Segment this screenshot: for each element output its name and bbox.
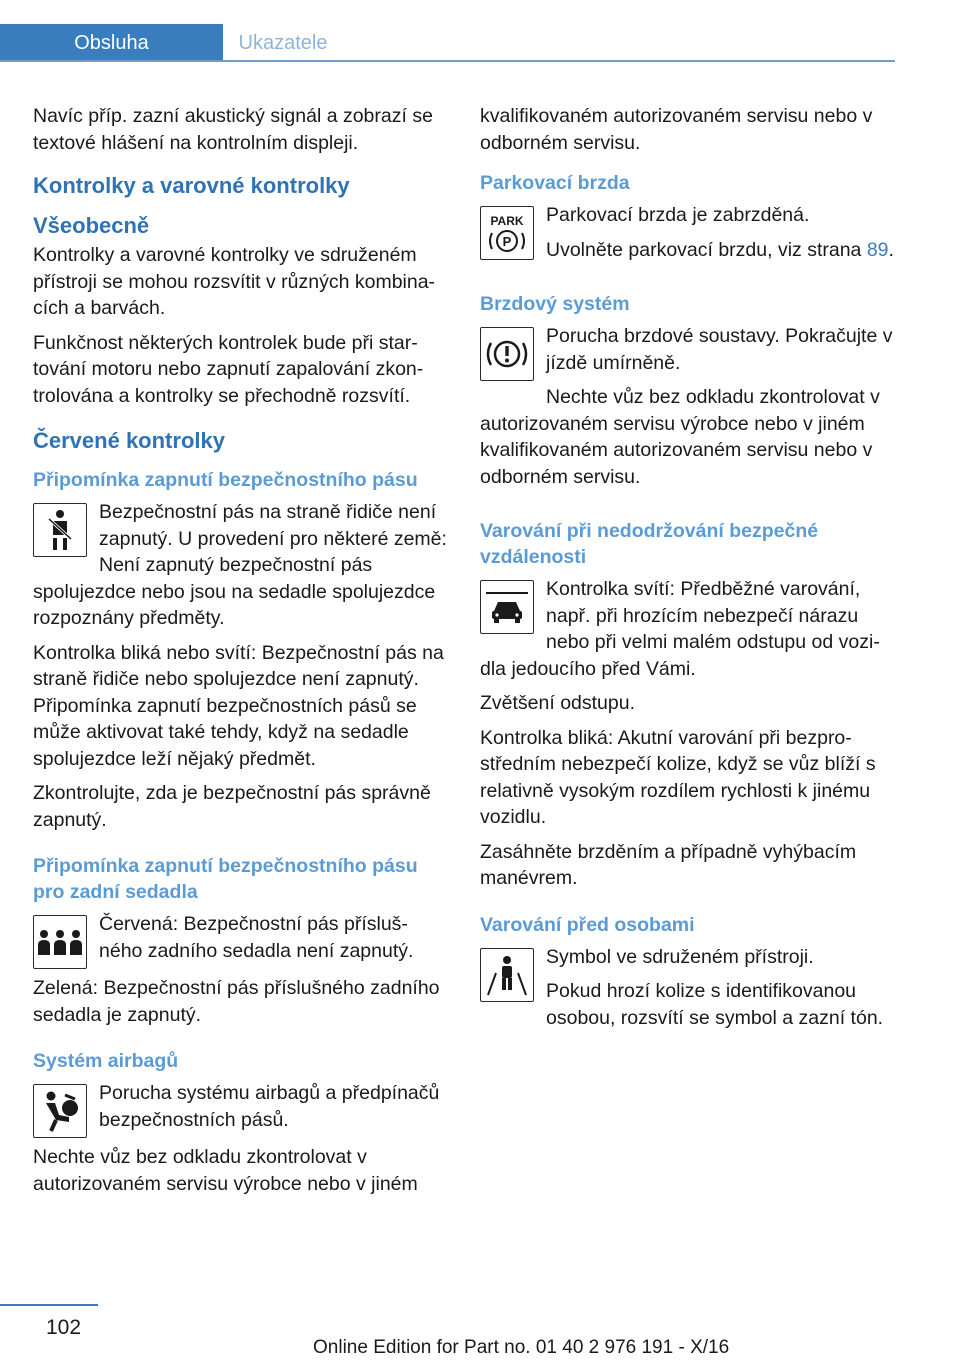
parking-brake-icon bbox=[480, 206, 534, 260]
park-ref-period: . bbox=[888, 238, 894, 261]
chapter-tabs bbox=[0, 24, 895, 62]
tab-ukazatele[interactable]: Ukazatele bbox=[238, 32, 328, 54]
var-para-2: Zvětšení odstupu. bbox=[480, 692, 636, 714]
brzd-para-1: Porucha brzdové soustavy. Pokračujte v jízdě umírněně. bbox=[546, 325, 893, 374]
heading-vseobecne: Všeobecně bbox=[33, 213, 150, 238]
pas-para-3: Zkontrolujte, zda je bezpečnostní pás správně zapnutý. bbox=[33, 782, 431, 831]
heading-zadni: Připomínka zapnutí bezpečnostního pásu pro zadní sedadla bbox=[33, 855, 418, 903]
rear-seatbelt-icon bbox=[33, 915, 87, 969]
os-para-1: Symbol ve sdruženém přístroji. bbox=[546, 945, 814, 968]
page-link-89[interactable]: 89 bbox=[866, 238, 889, 261]
tab-underline bbox=[0, 60, 895, 62]
continued-text: kvalifikovaném autorizovaném servisu nebo v odborném servisu. bbox=[480, 105, 873, 154]
zadni-para-2: Zelená: Bezpečnostní pás příslušného zadního sedadla je zapnutý. bbox=[33, 977, 440, 1026]
intro-text: Navíc příp. zazní akustický signál a zobrazí se textové hlášení na kontrolním displeji. bbox=[33, 105, 433, 154]
airbag-para-2: Nechte vůz bez odkladu zkontrolovat v autorizovaném servisu výrobce nebo v jiném bbox=[33, 1146, 418, 1195]
tab-obsluha[interactable]: Obsluha bbox=[0, 24, 223, 60]
svg-text:P: P bbox=[502, 234, 512, 249]
right-column bbox=[480, 103, 895, 1039]
heading-cervene: Červené kontrolky bbox=[33, 428, 225, 453]
brzd-para-2: Nechte vůz bez odkladu zkontrolovat v autorizovaném servisu výrobce nebo v jiném kvalifikovaném autorizovaném servisu nebo v odborném servisu. bbox=[480, 386, 880, 488]
os-para-2: Pokud hrozí kolize s identifikovanou osobou, rozsvítí se symbol a zazní tón. bbox=[546, 980, 884, 1029]
pas-para-2: Kontrolka bliká nebo svítí: Bezpečnostní pás na straně řidiče nebo spolujezdce není zapnutý. Připomínka zapnutí bezpečnostních pásů se může aktivovat také tehdy, když na sedadle spolujezdce leží nějaký předmět. bbox=[33, 641, 444, 770]
footer-line bbox=[0, 1304, 98, 1306]
heading-parkovaci: Parkovací brzda bbox=[480, 172, 630, 194]
park-label: PARK bbox=[490, 214, 524, 228]
distance-warning-icon bbox=[480, 580, 534, 634]
vseobecne-para-1: Kontrolky a varovné kontrolky ve sdruženém přístroji se mohou rozsvítit v různých kombina‐cích a barvách. bbox=[33, 244, 436, 319]
vseobecne-para-2: Funkčnost některých kontrolek bude při star‐tování motoru nebo zapnutí zapalování zkon‐trolována a kontrolky se přechodně rozsvítí. bbox=[33, 331, 424, 407]
park-para-2 bbox=[480, 237, 895, 264]
var-para-4: Zasáhněte brzděním a případně vyhýbacím manévrem. bbox=[480, 840, 857, 889]
seatbelt-warning-icon bbox=[33, 503, 87, 557]
park-para-1: Parkovací brzda je zabrzděná. bbox=[546, 204, 810, 226]
park-ref-text: Uvolněte parkovací brzdu, viz strana bbox=[546, 238, 862, 261]
pas-para-1: Bezpečnostní pás na straně řidiče není zapnutý. U provedení pro některé země: Není zapnutý bezpečnostní pás spolujezdce nebo jsou na sedadle spolujezdce rozpoznány předměty. bbox=[33, 501, 447, 629]
page-number: 102 bbox=[46, 1316, 82, 1339]
brake-system-icon bbox=[480, 327, 534, 381]
edition-text: Online Edition for Part no. 01 40 2 976 191 - X/16 bbox=[313, 1337, 730, 1358]
var-para-3: Kontrolka bliká: Akutní varování při bezpro‐středním nebezpečí kolize, když se vůz blíží s relativně vysokým rozdílem rychlosti k jinému vozidlu. bbox=[480, 726, 876, 828]
zadni-para-1: Červená: Bezpečnostní pás přísluš‐ného zadního sedadla není zapnutý. bbox=[99, 913, 414, 962]
heading-kontrolky: Kontrolky a varovné kontrolky bbox=[33, 173, 350, 198]
heading-osobami: Varování před osobami bbox=[480, 913, 695, 936]
airbag-para-1: Porucha systému airbagů a předpínačů bezpečnostních pásů. bbox=[99, 1082, 440, 1131]
airbag-icon bbox=[33, 1084, 87, 1138]
left-column bbox=[33, 103, 451, 1205]
heading-pas: Připomínka zapnutí bezpečnostního pásu bbox=[33, 469, 418, 491]
heading-varovani: Varování při nedodržování bezpečné vzdálenosti bbox=[480, 520, 819, 568]
heading-brzdovy: Brzdový systém bbox=[480, 293, 630, 315]
heading-airbag: Systém airbagů bbox=[33, 1050, 179, 1072]
var-para-1: Kontrolka svítí: Předběžné varování, např. při hrozícím nebezpečí nárazu nebo při velmi malém odstupu od vozi‐dla jedoucího před Vámi. bbox=[480, 578, 880, 680]
pedestrian-warning-icon bbox=[480, 948, 534, 1002]
